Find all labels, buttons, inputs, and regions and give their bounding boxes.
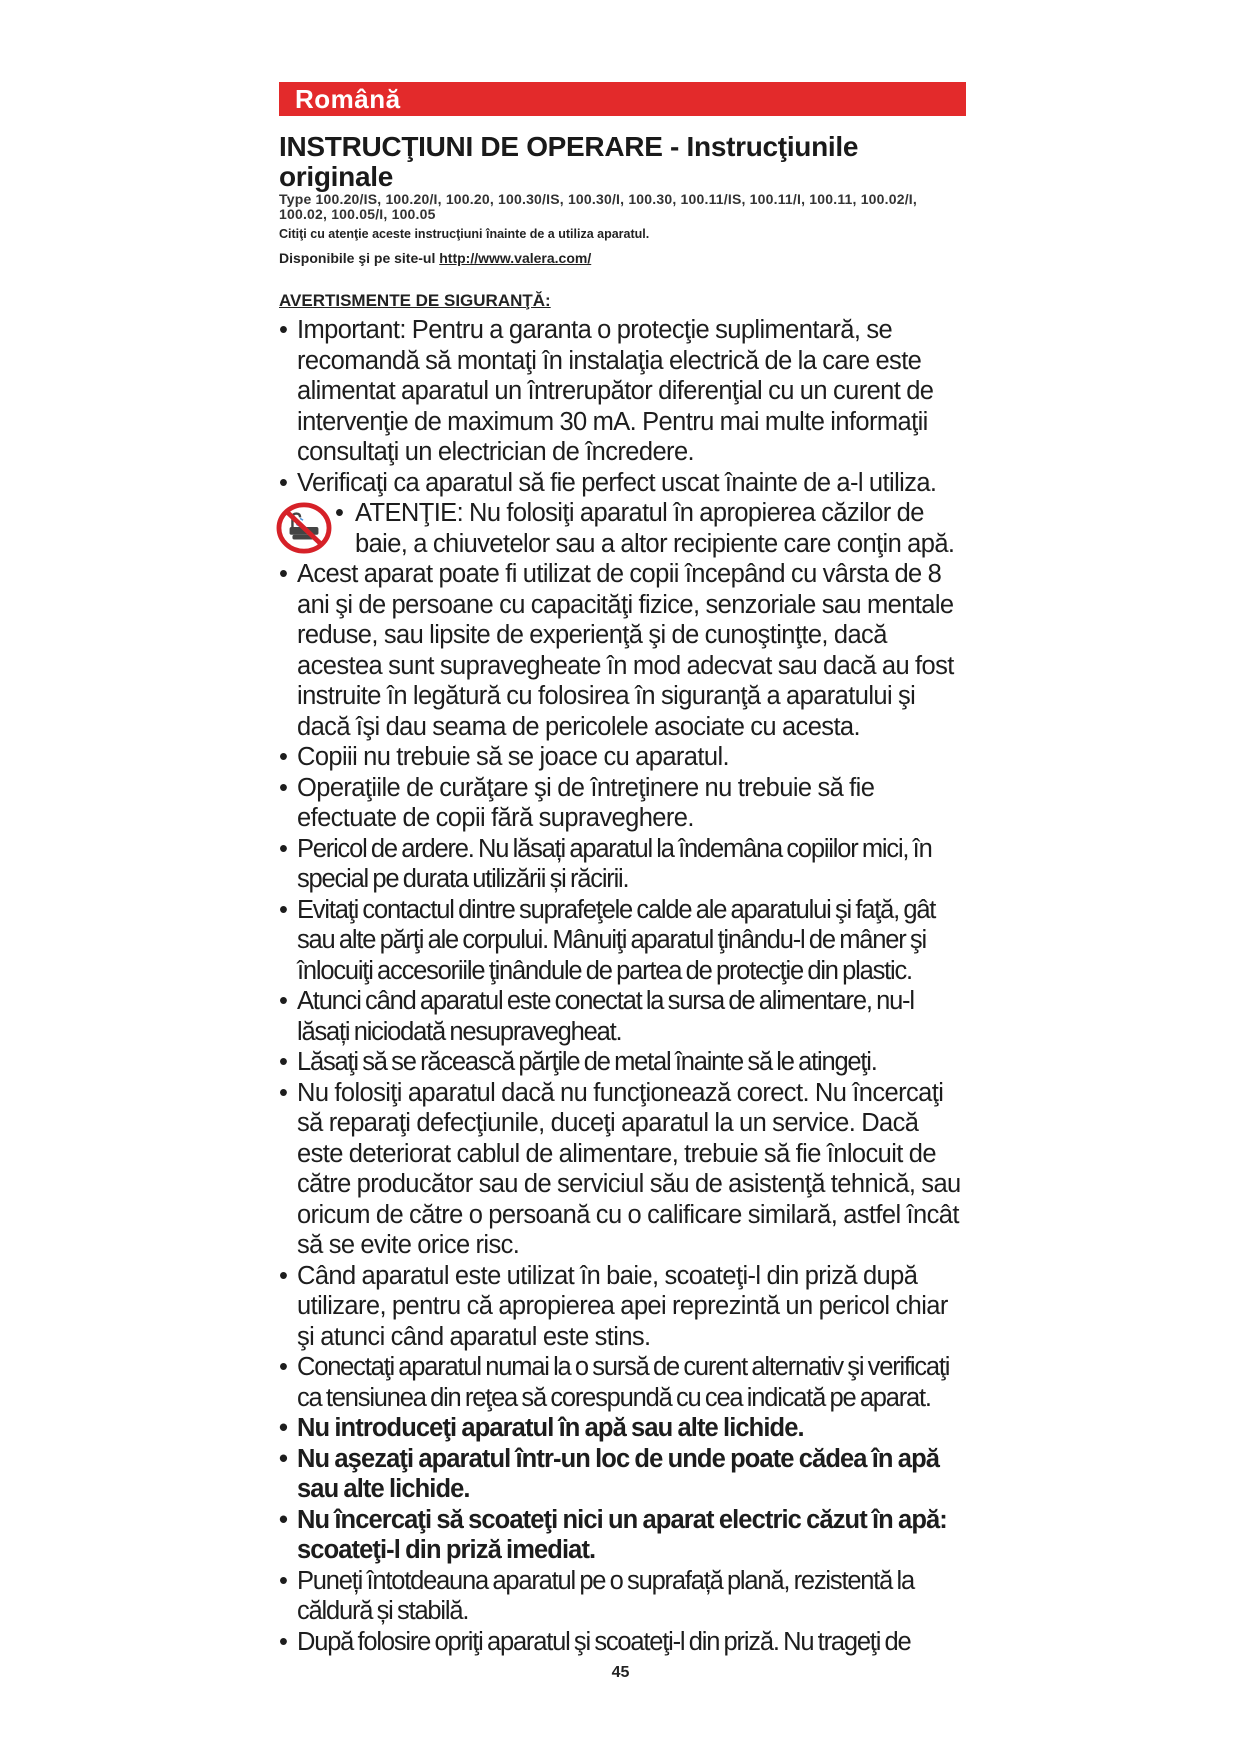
list-item: • Copiii nu trebuie să se joace cu aparatul. — [279, 743, 729, 771]
bullet: • — [279, 1505, 288, 1534]
bullet: • — [279, 773, 288, 802]
bullet: • — [279, 1048, 287, 1076]
bullet: • — [279, 1444, 288, 1473]
bullet: • — [279, 1566, 287, 1595]
language-header: Română — [279, 82, 966, 116]
document-title: INSTRUCŢIUNI DE OPERARE - Instrucţiunile originale — [279, 131, 859, 192]
website-line — [279, 249, 966, 267]
list-item: • Evitaţi contactul dintre suprafeţele calde ale aparatului şi faţă, gât sau alte părţi ale corpului. Mânuiţi aparatul ţinându-l de mâner şi înlocuiţi accesoriile ţinândule de partea de protecţie din plastic. — [279, 895, 936, 985]
website-link[interactable]: http://www.valera.com/ — [439, 250, 592, 266]
manual-page — [279, 82, 966, 1657]
read-note: Citiţi cu atenţie aceste instrucţiuni înainte de a utiliza aparatul. — [279, 227, 650, 241]
list-item: • ATENŢIE: Nu folosiţi aparatul în apropierea căzilor de baie, a chiuvetelor sau a altor recipiente care conţin apă. — [279, 498, 966, 559]
safety-warnings-list — [279, 315, 966, 1657]
bullet: • — [279, 1414, 288, 1442]
bullet: • — [279, 743, 288, 771]
bullet: • — [279, 1078, 288, 1107]
list-item: • Acest aparat poate fi utilizat de copii începând cu vârsta de 8 ani şi de persoane cu capacităţi fizice, senzoriale sau mentale reduse, sau lipsite de experienţă şi de cunoştinţte, dacă acestea sunt supravegheate în mod adecvat sau dacă au fost instruite în legătură cu folosirea în siguranţă a aparatului şi dacă îşi dau seama de pericolele asociate cu acesta. — [279, 560, 954, 741]
bullet: • — [279, 987, 287, 1015]
list-item: • Verificaţi ca aparatul să fie perfect uscat înainte de a-l utiliza. — [279, 468, 937, 497]
bullet: • — [279, 1627, 287, 1656]
list-item: • Nu încercaţi să scoateţi nici un aparat electric căzut în apă: scoateţi-l din priză imediat. — [279, 1505, 947, 1564]
bullet: • — [335, 499, 344, 527]
list-item: • Conectaţi aparatul numai la o sursă de curent alternativ şi verificaţi ca tensiunea din reţea să corespundă cu cea indicată pe aparat. — [279, 1353, 950, 1412]
list-item: • După folosire opriţi aparatul şi scoateţi-l din priză. Nu trageţi de — [279, 1627, 911, 1656]
website-prefix: Disponibile şi pe site-ul — [279, 250, 440, 266]
list-item: • Nu folosiţi aparatul dacă nu funcţionează corect. Nu încercaţi să reparaţi defecţiunile, duceţi aparatul la un service. Dacă este deteriorat cablul de alimentare, trebuie să fie înlocuit de către producător sau de serviciul său de asistenţă tehnică, sau oricum de către o persoană cu o calificare similară, astfel încât să se evite orice risc. — [279, 1078, 961, 1259]
list-item: • Când aparatul este utilizat în baie, scoateţi-l din priză după utilizare, pentru că apropierea apei reprezintă un pericol chiar şi atunci când aparatul este stins. — [279, 1261, 948, 1351]
list-item: • Lăsaţi să se răcească părţile de metal înainte să le atingeţi. — [279, 1048, 877, 1076]
list-item: • Nu introduceţi aparatul în apă sau alte lichide. — [279, 1414, 804, 1442]
bullet: • — [279, 834, 287, 863]
list-item: • Nu aşezaţi aparatul într-un loc de unde poate cădea în apă sau alte lichide. — [279, 1444, 940, 1503]
list-item: • Puneți întotdeauna aparatul pe o suprafață plană, rezistentă la căldură și stabilă. — [279, 1566, 914, 1625]
list-item: • Operaţiile de curăţare şi de întreţinere nu trebuie să fie efectuate de copii fără supraveghere. — [279, 773, 875, 832]
no-bathtub-icon — [275, 502, 333, 554]
page-number: 45 — [611, 1664, 630, 1681]
list-item: • Important: Pentru a garanta o protecţie suplimentară, se recomandă să montaţi în instalaţia electrică de la care este alimentat aparatul un întrerupător diferenţial cu un curent de intervenţie de maximum 30 mA. Pentru mai multe informaţii consultaţi un electrician de încredere. — [279, 316, 934, 466]
safety-warnings-title: AVERTISMENTE DE SIGURANŢĂ: — [279, 291, 551, 310]
list-item: • Atunci când aparatul este conectat la sursa de alimentare, nu-l lăsați niciodată nesupravegheat. — [279, 987, 914, 1046]
model-types: Type 100.20/IS, 100.20/I, 100.20, 100.30/IS, 100.30/I, 100.30, 100.11/IS, 100.11/I, 100.11, 100.02/I, 100.02, 100.05/I, 100.05 — [279, 191, 917, 222]
bullet: • — [279, 468, 288, 497]
bullet: • — [279, 895, 287, 924]
bullet: • — [279, 316, 288, 344]
bullet: • — [279, 560, 288, 588]
bullet: • — [279, 1261, 288, 1290]
list-item: • Pericol de ardere. Nu lăsați aparatul la îndemâna copiilor mici, în special pe durata utilizării și răcirii. — [279, 834, 932, 893]
bullet: • — [279, 1353, 287, 1381]
